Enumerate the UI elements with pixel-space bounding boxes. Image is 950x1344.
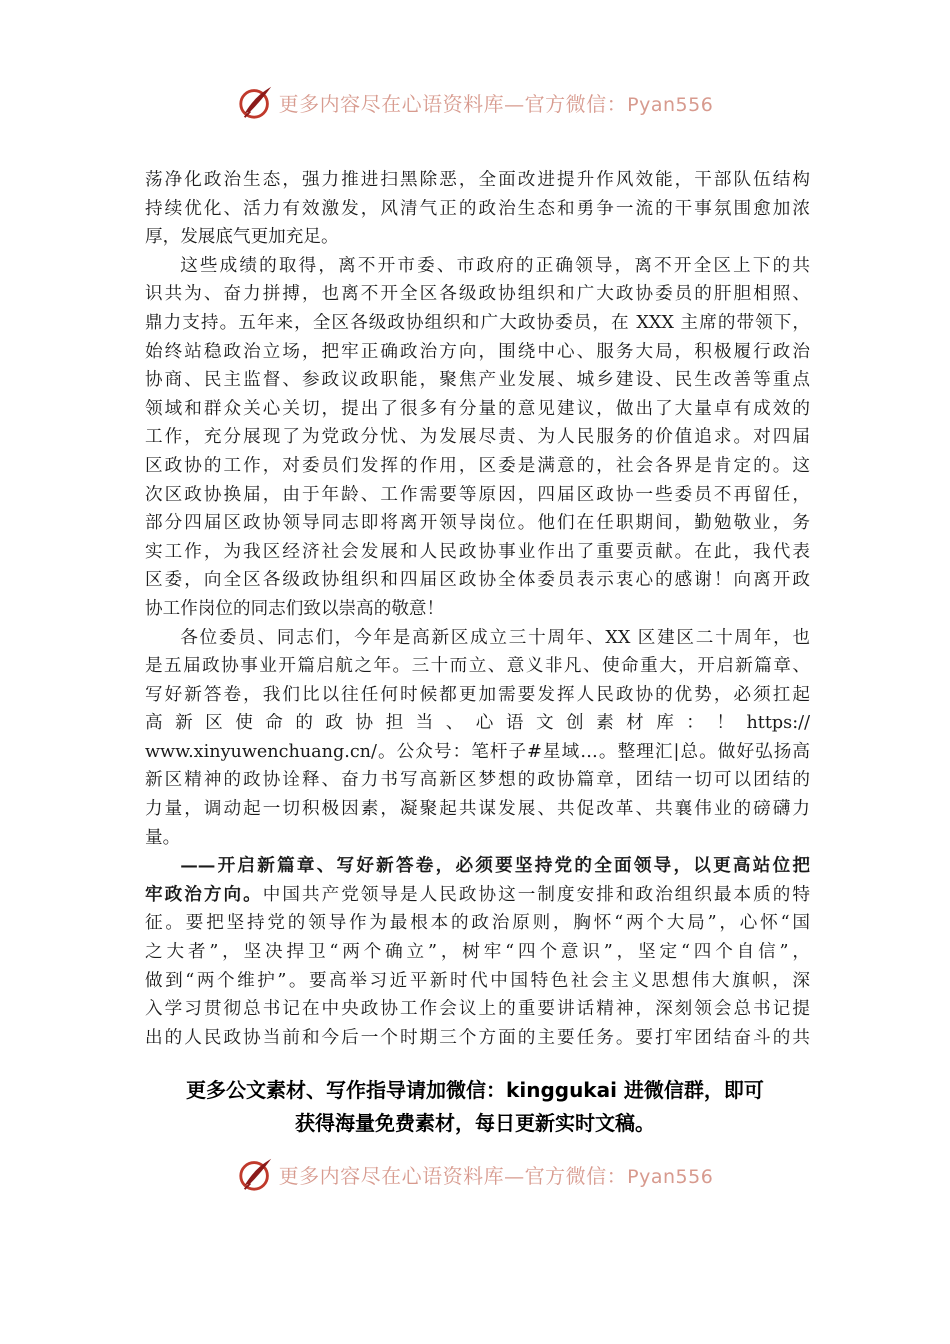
promo-notice	[0, 1074, 950, 1140]
text-line: 荡净化政治生态，强力推进扫黑除恶，全面改进提升作风效能，干部队伍结构	[145, 170, 810, 190]
text-line: 高 新 区 使 命 的 政 协 担 当 、 心 语 文 创 素 材 库 ： ！ https://	[145, 713, 810, 734]
text-line: 做到“两个维护”。要高举习近平新时代中国特色社会主义思想伟大旗帜，深	[145, 970, 810, 991]
text-line: 各位委员、同志们，今年是高新区成立三十周年、XX 区建区二十周年，也	[180, 627, 810, 648]
bold-text-line: ——开启新篇章、写好新答卷，必须要坚持党的全面领导，以更高站位把	[180, 855, 810, 877]
quill-logo-icon	[237, 83, 275, 121]
text-line: 区政协的工作，对委员们发挥的作用，区委是满意的，社会各界是肯定的。这	[145, 455, 810, 476]
banner-text: 更多内容尽在心语资料库—官方微信：Pyan556	[278, 1163, 714, 1188]
text-line: www.xinyuwenchuang.cn/。公众号：笔杆子#星域…。整理汇|总。做好弘扬高	[145, 741, 810, 762]
text-line: 区委，向全区各级政协组织和四届区政协全体委员表示衷心的感谢！向离开政	[145, 570, 810, 591]
text-line: 实工作，为我区经济社会发展和人民政协事业作出了重要贡献。在此，我代表	[145, 541, 810, 562]
text-line: 量。	[145, 827, 181, 848]
text-line: 次区政协换届，由于年龄、工作需要等原因，四届区政协一些委员不再留任，	[145, 484, 810, 505]
text-line: 工作，充分展现了为党政分忧、为发展尽责、为人民服务的价值追求。对四届	[145, 427, 810, 448]
paragraph-1	[145, 166, 810, 252]
promo-line: 获得海量免费素材，每日更新实时文稿。	[295, 1111, 655, 1135]
text-line: 持续优化、活力有效激发，风清气正的政治生态和勇争一流的干事氛围愈加浓	[145, 198, 810, 219]
header-banner	[0, 82, 950, 122]
banner-text: 更多内容尽在心语资料库—官方微信：Pyan556	[278, 91, 714, 116]
quill-logo-icon	[237, 1155, 275, 1193]
bold-text-span: 牢政治方向。	[145, 883, 263, 905]
text-line	[145, 881, 810, 910]
text-line: 入学习贯彻总书记在中央政协工作会议上的重要讲话精神，深刻领会总书记提	[145, 999, 810, 1020]
text-line: 这些成绩的取得，离不开市委、市政府的正确领导，离不开全区上下的共	[180, 255, 810, 276]
footer-banner	[0, 1154, 950, 1194]
text-line: 力量，调动起一切积极因素，凝聚起共谋发展、共促改革、共襄伟业的磅礴力	[145, 799, 810, 820]
text-line: 写好新答卷，我们比以往任何时候都更加需要发挥人民政协的优势，必须扛起	[145, 684, 810, 705]
text-line: 部分四届区政协领导同志即将离开领导岗位。他们在任职期间，勤勉敬业，务	[145, 513, 810, 534]
promo-line: 更多公文素材、写作指导请加微信：kinggukai 进微信群，即可	[186, 1078, 764, 1102]
paragraph-3	[145, 624, 810, 853]
text-line: 鼎力支持。五年来，全区各级政协组织和广大政协委员，在 XXX 主席的带领下，	[145, 312, 810, 333]
text-line: 厚，发展底气更加充足。	[145, 227, 339, 248]
text-line: 协工作岗位的同志们致以崇高的敬意！	[145, 598, 445, 619]
paragraph-4	[145, 852, 810, 1052]
text-line: 征。要把坚持党的领导作为最根本的政治原则，胸怀“两个大局”，心怀“国	[145, 913, 810, 934]
text-span: 中国共产党领导是人民政协这一制度安排和政治组织最本质的特	[262, 884, 810, 905]
text-line: 新区精神的政协诠释、奋力书写高新区梦想的政协篇章，团结一切可以团结的	[145, 770, 810, 791]
text-line: 之大者”，坚决捍卫“两个确立”，树牢“四个意识”，坚定“四个自信”，	[145, 942, 810, 963]
text-line: 始终站稳政治立场，把牢正确政治方向，围绕中心、服务大局，积极履行政治	[145, 341, 810, 362]
paragraph-2	[145, 252, 810, 624]
document-body	[145, 166, 810, 1052]
text-line: 识共为、奋力拼搏，也离不开全区各级政协组织和广大政协委员的肝胆相照、	[145, 284, 810, 305]
text-line: 协商、民主监督、参政议政职能，聚焦产业发展、城乡建设、民生改善等重点	[145, 370, 810, 391]
text-line: 出的人民政协当前和今后一个时期三个方面的主要任务。要打牢团结奋斗的共	[145, 1027, 810, 1048]
text-line: 是五届政协事业开篇启航之年。三十而立、意义非凡、使命重大，开启新篇章、	[145, 656, 810, 677]
text-line: 领域和群众关心关切，提出了很多有分量的意见建议，做出了大量卓有成效的	[145, 398, 810, 419]
